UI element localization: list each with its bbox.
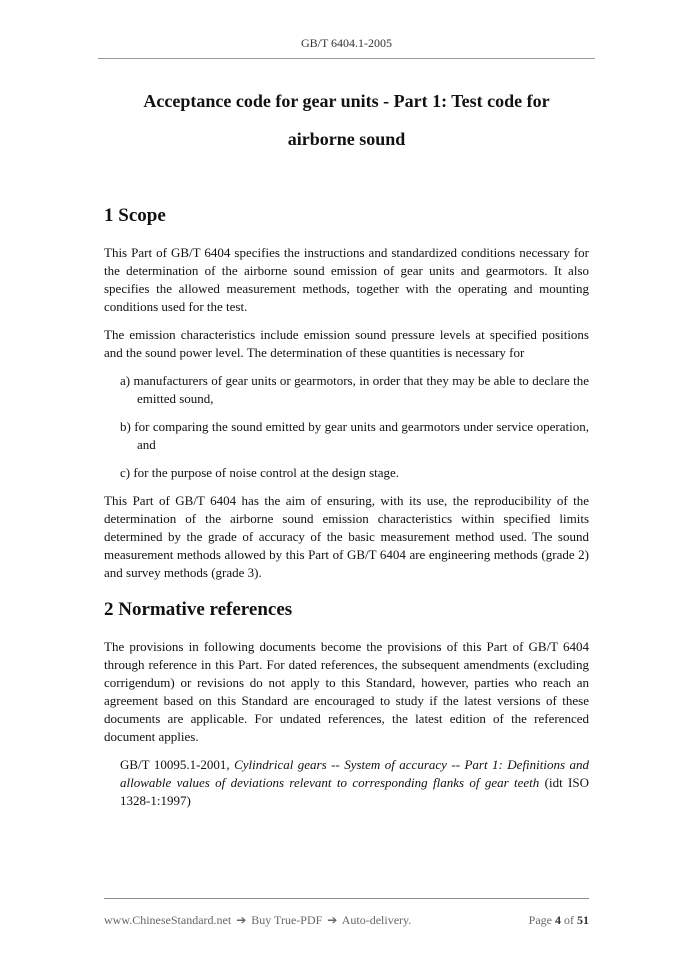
current-page-number: 4	[555, 913, 561, 927]
header-rule	[98, 58, 595, 59]
scope-list-item-c: c) for the purpose of noise control at the design stage.	[120, 465, 400, 480]
normative-references-paragraph: The provisions in following documents become the provisions of this Part of GB/T 6404 through reference in this Part. For dated references, the subsequent amendments (excluding corrigendum) or revisions do not apply to this Standard, however, parties who reach an agreement based on this Standard are encouraged to study if the latest versions of these documents are applicable. For undated references, the latest edition of the referenced document applies.	[104, 639, 589, 744]
reference-suffix: (idt ISO 1328-1:1997)	[120, 775, 589, 808]
scope-list-item-b: b) for comparing the sound emitted by gear units and gearmotors under service operation, and	[120, 419, 589, 452]
document-title	[98, 82, 595, 158]
arrow-right-icon: ➔	[236, 913, 247, 927]
footer-rule	[104, 898, 589, 899]
normative-reference-entry	[120, 756, 589, 810]
document-content	[104, 204, 589, 810]
document-title-line-2: airborne sound	[287, 129, 406, 149]
page-counter	[529, 913, 589, 928]
footer-links	[104, 913, 411, 928]
page-header-standard-code: GB/T 6404.1-2005	[300, 36, 393, 50]
scope-list-item-a: a) manufacturers of gear units or gearmotors, in order that they may be able to declare the emitted sound,	[120, 373, 589, 406]
section-heading-scope: 1 Scope	[104, 205, 166, 226]
scope-list	[104, 372, 589, 482]
section-heading-normative-references: 2 Normative references	[104, 599, 293, 620]
scope-closing-paragraph: This Part of GB/T 6404 has the aim of ensuring, with its use, the reproducibility of the determination of the airborne sound emission characteristics within specified limits determined by the grade of accuracy of the basic measurement method used. The sound measurement methods allowed by this Part of GB/T 6404 are engineering methods (grade 2) and survey methods (grade 3).	[104, 493, 589, 580]
auto-delivery-text: Auto-delivery.	[341, 913, 412, 927]
page-label: Page	[528, 913, 552, 927]
arrow-right-icon: ➔	[327, 913, 338, 927]
chinesestandard-link[interactable]: www.ChineseStandard.net	[104, 913, 232, 927]
buy-true-pdf-text: Buy True-PDF	[251, 913, 323, 927]
scope-paragraph-1: This Part of GB/T 6404 specifies the instructions and standardized conditions necessary for the determination of the airborne sound emission of gear units and gearmotors. It also specifies the allowed measurement methods, together with the operating and mounting conditions used for the test.	[104, 245, 589, 314]
scope-paragraph-2: The emission characteristics include emission sound pressure levels at specified positions and the sound power level. The determination of these quantities is necessary for	[104, 327, 589, 360]
page-of-label: of	[564, 913, 574, 927]
reference-title: Cylindrical gears -- System of accuracy -- Part 1: Definitions and allowable values of deviations relevant to corresponding flanks of gear teeth	[120, 757, 589, 790]
total-page-number: 51	[577, 913, 589, 927]
document-title-line-1: Acceptance code for gear units - Part 1: Test code for	[143, 91, 550, 111]
reference-code: GB/T 10095.1-2001,	[120, 757, 230, 772]
